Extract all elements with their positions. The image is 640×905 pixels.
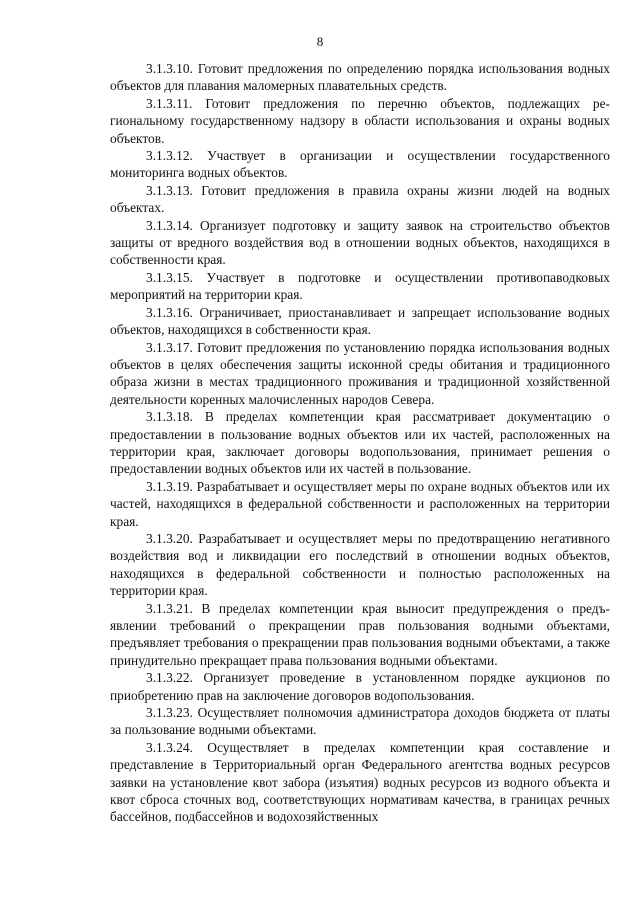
- paragraph-3-1-3-22: 3.1.3.22. Организует проведение в установленном порядке аукционов по приобретению прав на заключение договоров водопользования.: [110, 670, 610, 703]
- paragraph-3-1-3-23: 3.1.3.23. Осуществляет полномочия администратора доходов бюджета от платы за пользование водными объектами.: [110, 705, 610, 738]
- document-body: [110, 60, 610, 826]
- paragraph-3-1-3-19: 3.1.3.19. Разрабатывает и осуществляет меры по охране водных объектов или их частей, находящихся в федеральной собственности и расположенных на территории края.: [110, 478, 610, 529]
- paragraph-3-1-3-17: 3.1.3.17. Готовит предложения по установлению порядка использования водных объектов в целях обеспечения защиты исконной среды обитания и традиционного образа жизни в местах традиционного проживания и традиционной хозяйственной деятельности коренных малочисленных народов Севера.: [110, 339, 610, 407]
- paragraph-3-1-3-15: 3.1.3.15. Участвует в подготовке и осуществлении противопаводковых мероприятий на территории края.: [110, 269, 610, 303]
- paragraph-3-1-3-21: 3.1.3.21. В пределах компетенции края выносит предупреждения о предъявлении требований о прекращении прав пользования водными объектами, предъявляет требования о прекращении прав пользования водными объектами, а также принудительно прекращает права пользования водными объектами.: [110, 600, 610, 668]
- paragraph-3-1-3-20: 3.1.3.20. Разрабатывает и осуществляет меры по предотвращению негативного воздействия вод и ликвидации его последствий в отношении водных объектов, находящихся в федеральной собственности и полностью расположенных на территории края.: [110, 530, 610, 599]
- paragraph-3-1-3-24: 3.1.3.24. Осуществляет в пределах компетенции края составление и представление в Территориальный орган Федерального агентства водных ресурсов заявки на установление квот забора (изъятия) водных ресурсов из водного объекта и квот сброса сточных вод, соответствующих нормативам качества, в границах речных бассейнов, подбассейнов и водохозяйственных: [110, 739, 610, 825]
- paragraph-3-1-3-18: 3.1.3.18. В пределах компетенции края рассматривает документацию о предоставлении в пользование водных объектов или их частей, расположенных на территории края, заключает договоры водопользования, принимает решения о предоставлении водных объектов или их частей в пользование.: [110, 409, 610, 477]
- paragraph-3-1-3-12: 3.1.3.12. Участвует в организации и осуществлении государственного мониторинга водных объектов.: [110, 148, 610, 181]
- paragraph-3-1-3-16: 3.1.3.16. Ограничивает, приостанавливает и запрещает использование водных объектов, находящихся в собственности края.: [110, 304, 610, 338]
- paragraph-3-1-3-11: 3.1.3.11. Готовит предложения по перечню объектов, подлежащих региональному государственному надзору в области использования и охраны водных объектов.: [110, 95, 610, 146]
- paragraph-3-1-3-14: 3.1.3.14. Организует подготовку и защиту заявок на строительство объектов защиты от вредного воздействия вод в отношении водных объектов, находящихся в собственности края.: [110, 217, 610, 268]
- paragraph-3-1-3-10: 3.1.3.10. Готовит предложения по определению порядка использования водных объектов для плавания маломерных плавательных средств.: [110, 61, 610, 94]
- page-number: 8: [316, 34, 324, 49]
- paragraph-3-1-3-13: 3.1.3.13. Готовит предложения в правила охраны жизни людей на водных объектах.: [110, 182, 610, 216]
